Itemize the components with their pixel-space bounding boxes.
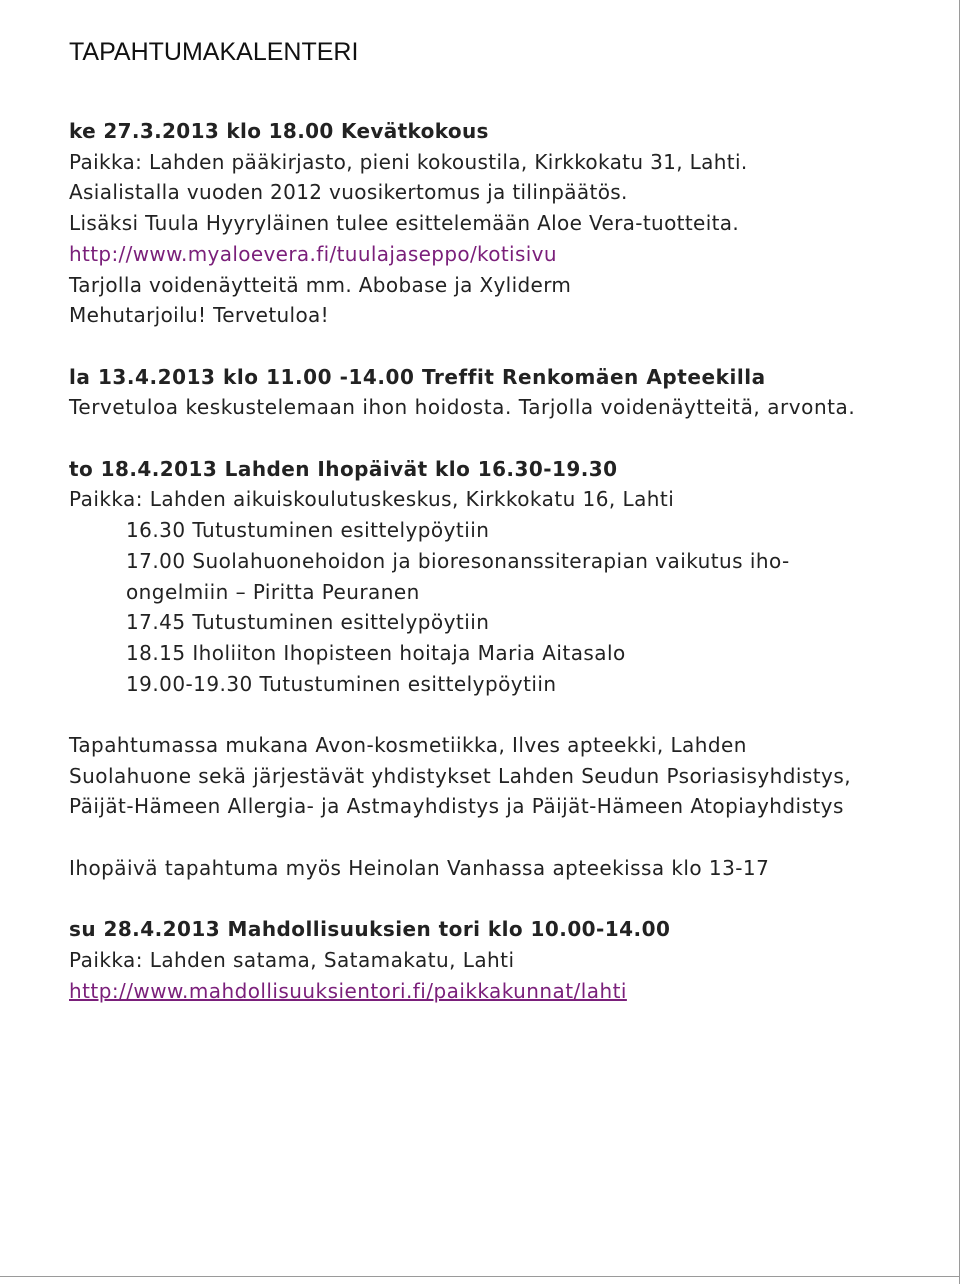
page-border-bottom [0,1276,960,1277]
spacer [69,699,949,730]
event-samples: Tarjolla voidenäytteitä mm. Abobase ja Xyliderm [69,272,572,297]
event-heading: to 18.4.2013 Lahden Ihopäivät klo 16.30-19.30 [69,456,618,481]
event-heading: su 28.4.2013 Mahdollisuuksien tori klo 10.00-14.00 [69,917,671,942]
event-place: Paikka: Lahden satama, Satamakatu, Lahti [69,947,515,972]
program-item: 18.15 Iholiiton Ihopisteen hoitaja Maria Aitasalo [126,640,626,665]
page-title: TAPAHTUMAKALENTERI [69,38,359,66]
program-item: 19.00-19.30 Tutustuminen esittelypöytiin [126,671,557,696]
event-welcome: Mehutarjoilu! Tervetuloa! [69,303,330,328]
event-mahdollisuuksien-tori [69,914,949,1006]
program-item: 17.45 Tutustuminen esittelypöytiin [126,610,490,635]
program-item: 16.30 Tutustuminen esittelypöytiin [126,518,490,543]
aloevera-link[interactable]: http://www.myaloevera.fi/tuulajaseppo/kotisivu [69,241,557,266]
program-item: 17.00 Suolahuonehoidon ja bioresonanssiterapian vaikutus iho- [126,548,790,573]
partners-line: Päijät-Hämeen Allergia- ja Astmayhdistys ja Päijät-Hämeen Atopiayhdistys [69,794,844,819]
partners-line: Suolahuone sekä järjestävät yhdistykset Lahden Seudun Psoriasisyhdistys, [69,763,852,788]
program-item: ongelmiin – Piritta Peuranen [126,579,420,604]
spacer [69,822,949,853]
partners-line: Tapahtumassa mukana Avon-kosmetiikka, Ilves apteekki, Lahden [69,733,747,758]
heinola-note: Ihopäivä tapahtuma myös Heinolan Vanhassa apteekissa klo 13-17 [69,855,770,880]
event-extra: Lisäksi Tuula Hyyryläinen tulee esittelemään Aloe Vera-tuotteita. [69,211,740,236]
event-treffit [69,362,949,423]
spacer [69,423,949,454]
event-heading: ke 27.3.2013 klo 18.00 Kevätkokous [69,119,489,143]
event-heading: la 13.4.2013 klo 11.00 -14.00 Treffit Renkomäen Apteekilla [69,364,766,389]
mahdollisuuksientori-link[interactable]: http://www.mahdollisuuksientori.fi/paikkakunnat/lahti [69,978,627,1003]
event-kevatkokous [69,116,949,331]
document [69,34,949,1006]
event-place: Paikka: Lahden aikuiskoulutuskeskus, Kirkkokatu 16, Lahti [69,487,675,512]
spacer [69,331,949,362]
event-text: Tervetuloa keskustelemaan ihon hoidosta. Tarjolla voidenäytteitä, arvonta. [69,395,856,420]
event-ihopaivat [69,454,949,884]
event-agenda: Asialistalla vuoden 2012 vuosikertomus ja tilinpäätös. [69,180,628,205]
spacer [69,884,949,915]
event-place: Paikka: Lahden pääkirjasto, pieni kokoustila, Kirkkokatu 31, Lahti. [69,149,748,174]
